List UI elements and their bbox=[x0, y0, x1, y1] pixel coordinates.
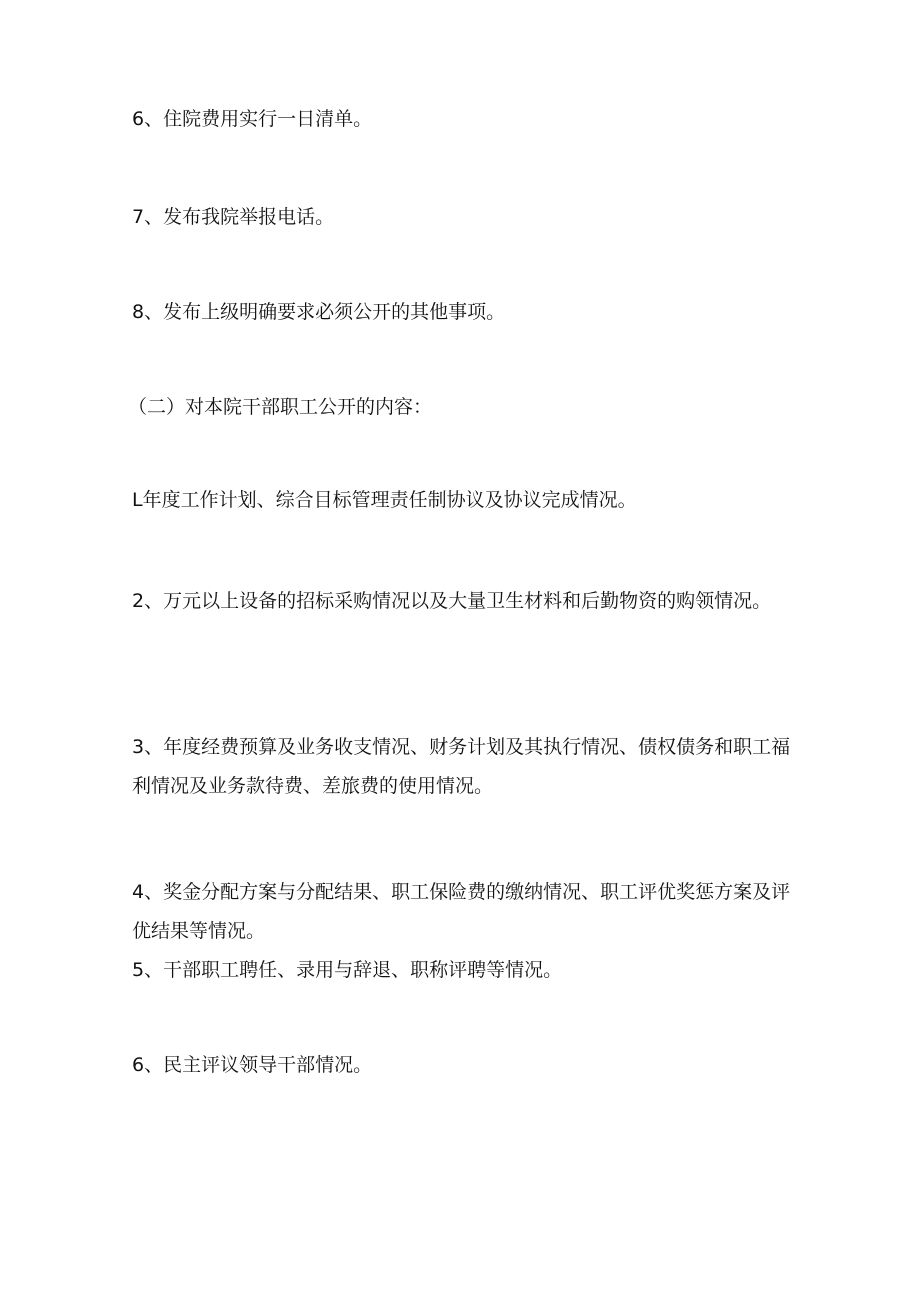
paragraph-item-6-daily-billing: 6、住院费用实行一日清单。 bbox=[132, 108, 373, 130]
paragraph-item-6-evaluation: 6、民主评议领导干部情况。 bbox=[132, 1054, 373, 1076]
paragraph-item-1-annual-plan: L年度工作计划、综合目标管理责任制协议及协议完成情况。 bbox=[132, 489, 637, 511]
paragraph-item-7-hotline: 7、发布我院举报电话。 bbox=[132, 206, 335, 228]
paragraph-item-3-budget: 3、年度经费预算及业务收支情况、财务计划及其执行情况、债权债务和职工福利情况及业务款待费、差旅费的使用情况。 bbox=[132, 736, 791, 797]
paragraph-item-5-hiring: 5、干部职工聘任、录用与辞退、职称评聘等情况。 bbox=[132, 959, 563, 981]
paragraph-item-4-bonus: 4、奖金分配方案与分配结果、职工保险费的缴纳情况、职工评优奖惩方案及评优结果等情况。 bbox=[132, 881, 791, 942]
section-heading-staff-disclosure: （二）对本院干部职工公开的内容： bbox=[128, 396, 433, 418]
paragraph-item-2-procurement: 2、万元以上设备的招标采购情况以及大量卫生材料和后勤物资的购领情况。 bbox=[132, 590, 772, 612]
paragraph-item-8-other-items: 8、发布上级明确要求必须公开的其他事项。 bbox=[132, 301, 506, 323]
